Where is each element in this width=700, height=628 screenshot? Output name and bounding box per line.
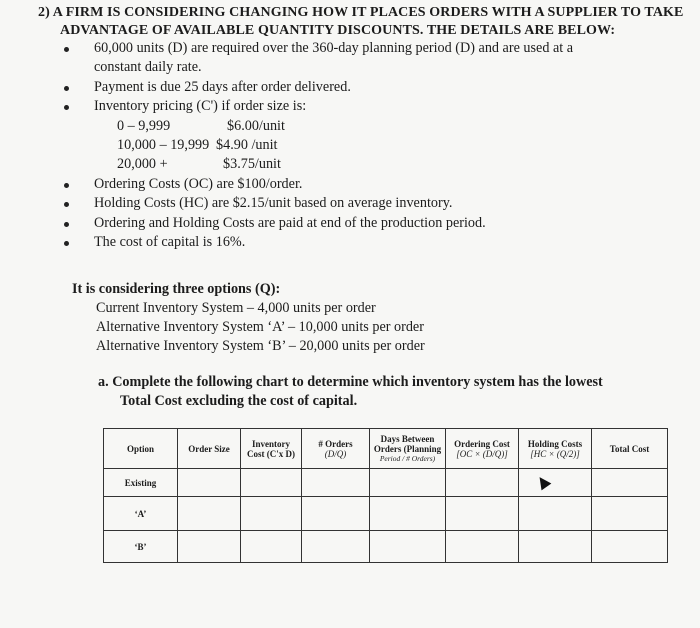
header-days-between [370, 429, 446, 469]
option-a: Alternative Inventory System ‘A’ – 10,000 units per order [96, 319, 424, 335]
row-label-a: ‘A’ [104, 497, 178, 531]
header-days-line1: Days Between [380, 433, 435, 444]
pricing-price: $4.90 /unit [216, 137, 278, 153]
header-inventory-cost-line2: Cost (C'x D) [247, 448, 295, 459]
part-a-line1: a. Complete the following chart to determine which inventory system has the lowest [98, 374, 603, 390]
bullet-ordering-costs: Ordering Costs (OC) are $100/order. [94, 176, 303, 192]
table-cell[interactable] [446, 531, 519, 563]
table-cell[interactable] [370, 497, 446, 531]
header-inventory-cost-line1: Inventory [252, 438, 290, 449]
bullet-demand: 60,000 units (D) are required over the 360-day planning period (D) and are used at a [94, 40, 574, 56]
table-cell[interactable] [241, 531, 302, 563]
bullet-capital: The cost of capital is 16%. [94, 234, 246, 250]
table-row [104, 497, 668, 531]
header-holding-line2: [HC × (Q/2)] [530, 448, 580, 459]
row-label-existing: Existing [104, 469, 178, 497]
bullet-pricing: Inventory pricing (C') if order size is: [94, 98, 307, 114]
bullet-dot [64, 47, 69, 52]
header-holding-cost [519, 429, 592, 469]
pricing-range: 0 – 9,999 [117, 118, 171, 134]
table-header-row [104, 429, 668, 469]
row-label-b: ‘B’ [104, 531, 178, 563]
bullet-holding-costs: Holding Costs (HC) are $2.15/unit based on average inventory. [94, 195, 453, 211]
table-cell[interactable] [302, 531, 370, 563]
table-cell[interactable] [370, 469, 446, 497]
bullet-dot [64, 222, 69, 227]
part-a-line2: Total Cost excluding the cost of capital. [120, 393, 358, 409]
bullet-payment: Payment is due 25 days after order delivered. [94, 79, 351, 95]
table-row [104, 469, 668, 497]
table-cell[interactable] [178, 469, 241, 497]
header-order-size: Order Size [178, 429, 241, 469]
table-cell[interactable] [241, 497, 302, 531]
header-ordering-cost [446, 429, 519, 469]
pricing-price: $6.00/unit [227, 118, 285, 134]
header-total-cost: Total Cost [592, 429, 668, 469]
header-orders [302, 429, 370, 469]
problem-heading-line2: ADVANTAGE OF AVAILABLE QUANTITY DISCOUNTS. THE DETAILS ARE BELOW: [60, 23, 616, 38]
options-intro: It is considering three options (Q): [72, 281, 281, 297]
table-cell[interactable] [592, 469, 668, 497]
table-cell[interactable] [178, 531, 241, 563]
table-cell[interactable] [519, 469, 592, 497]
bullet-dot [64, 241, 69, 246]
header-orders-line1: # Orders [318, 438, 353, 449]
header-inventory-cost [241, 429, 302, 469]
table-cell[interactable] [241, 469, 302, 497]
cost-table [103, 428, 668, 563]
table-cell[interactable] [519, 531, 592, 563]
bullet-paid: Ordering and Holding Costs are paid at end of the production period. [94, 215, 486, 231]
header-days-line2: Orders (Planning [373, 443, 442, 454]
option-b: Alternative Inventory System ‘B’ – 20,000 units per order [96, 338, 425, 354]
header-option: Option [104, 429, 178, 469]
bullet-dot [64, 86, 69, 91]
table-cell[interactable] [178, 497, 241, 531]
bullet-demand-cont: constant daily rate. [94, 59, 202, 75]
table-row [104, 531, 668, 563]
bullet-dot [64, 202, 69, 207]
header-days-line3: Period / # Orders) [379, 453, 436, 463]
problem-heading-line1: 2) A FIRM IS CONSIDERING CHANGING HOW IT PLACES ORDERS WITH A SUPPLIER TO TAKE [38, 5, 684, 20]
table-cell[interactable] [592, 497, 668, 531]
table-cell[interactable] [446, 497, 519, 531]
table-cell[interactable] [519, 497, 592, 531]
pricing-range: 10,000 – 19,999 [117, 137, 210, 153]
header-holding-line1: Holding Costs [527, 438, 583, 449]
bullet-dot [64, 105, 69, 110]
header-ordering-line2: [OC × (D/Q)] [456, 448, 508, 459]
table-cell[interactable] [592, 531, 668, 563]
table-cell[interactable] [370, 531, 446, 563]
bullet-dot [64, 183, 69, 188]
option-current: Current Inventory System – 4,000 units per order [96, 300, 376, 316]
table-cell[interactable] [302, 497, 370, 531]
pricing-range: 20,000 + [117, 156, 168, 172]
header-orders-line2: (D/Q) [324, 448, 347, 459]
pricing-price: $3.75/unit [223, 156, 281, 172]
table-cell[interactable] [302, 469, 370, 497]
header-ordering-line1: Ordering Cost [454, 438, 510, 449]
table-cell[interactable] [446, 469, 519, 497]
